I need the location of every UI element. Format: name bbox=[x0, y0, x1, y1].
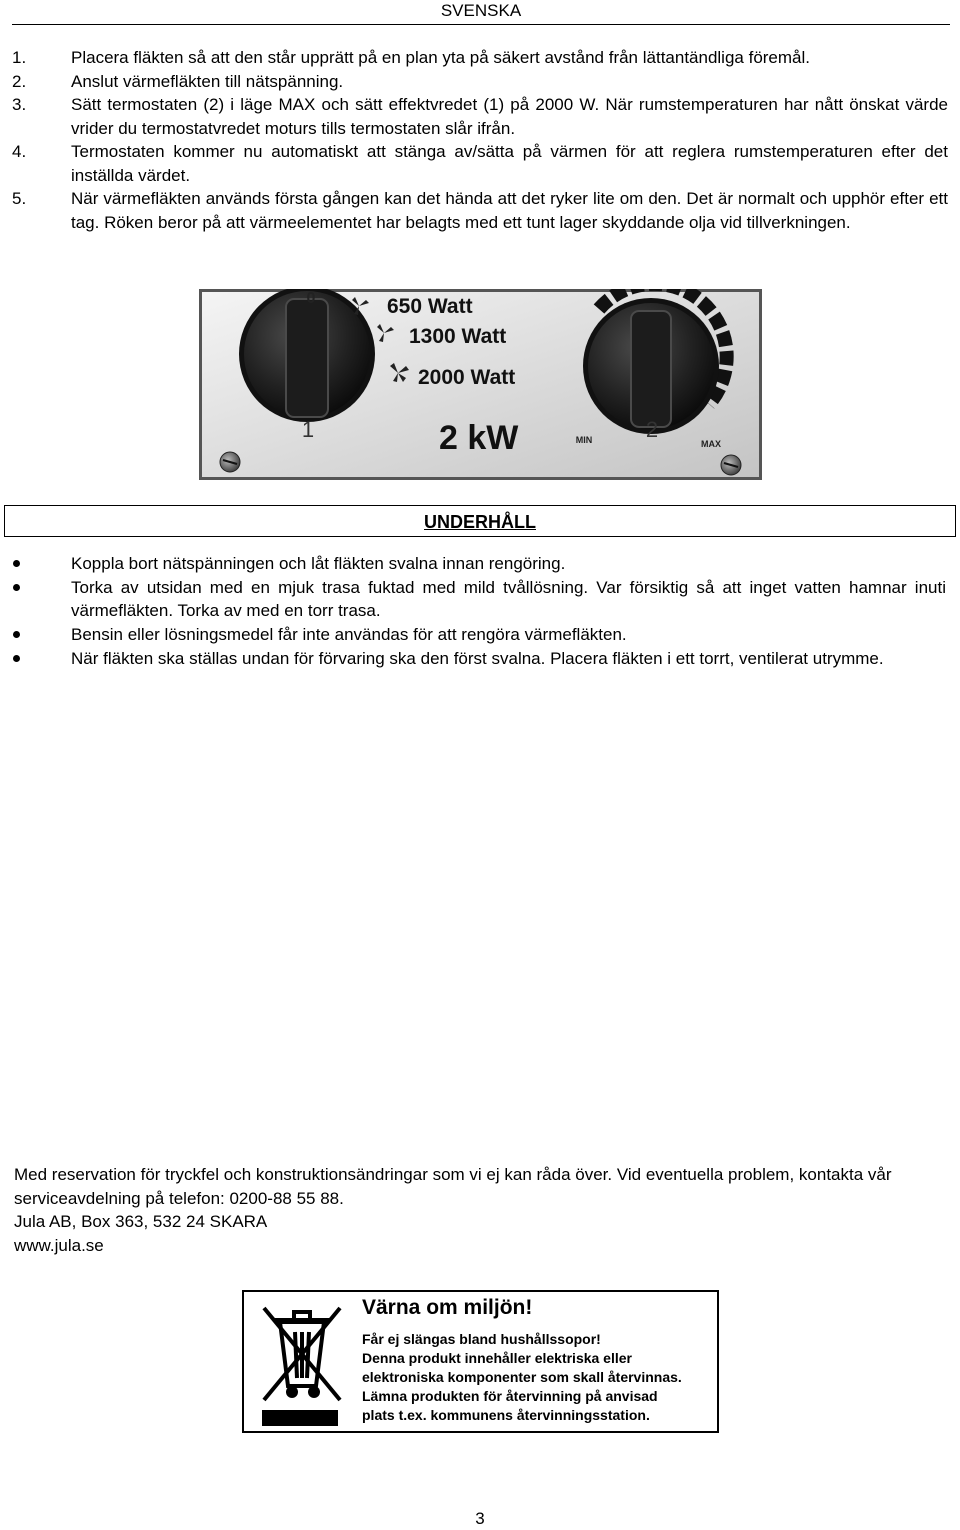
min-label: MIN bbox=[575, 435, 593, 445]
max-label: MAX bbox=[701, 439, 721, 449]
crossed-bin-icon bbox=[250, 1294, 350, 1429]
weee-title: Värna om miljön! bbox=[362, 1296, 533, 1319]
setting-650: 650 Watt bbox=[387, 295, 473, 318]
weee-line: elektroniska komponenter som skall återvinnas. bbox=[362, 1369, 682, 1385]
maintenance-item bbox=[12, 623, 946, 646]
maintenance-item bbox=[12, 552, 946, 575]
power-label: 2 kW bbox=[439, 419, 519, 457]
instruction-steps bbox=[12, 46, 948, 234]
step-number: 5. bbox=[12, 189, 27, 208]
step-item bbox=[12, 93, 948, 140]
maintenance-heading-box bbox=[4, 505, 956, 537]
company-address: Jula AB, Box 363, 532 24 SKARA bbox=[14, 1212, 268, 1231]
maintenance-text: Torka av utsidan med en mjuk trasa fuktad med mild tvållösning. Var försiktig så att inget vatten hamnar inuti värmefläkten. Torka av med en torr trasa. bbox=[71, 578, 946, 620]
weee-line: Lämna produkten för återvinning på anvisad bbox=[362, 1388, 658, 1404]
step-text: Sätt termostaten (2) i läge MAX och sätt effektvredet (1) på 2000 W. När rumstemperaturen har nått önskat värde vrider du termostatvredet moturs tills termostaten slår ifrån. bbox=[71, 95, 948, 138]
setting-1300: 1300 Watt bbox=[409, 325, 507, 348]
step-text: Termostaten kommer nu automatiskt att stänga av/sätta på värmen för att reglera rumstemperaturen efter det inställda värdet. bbox=[71, 142, 948, 185]
bullet-icon bbox=[13, 584, 20, 591]
step-number: 2. bbox=[12, 71, 27, 91]
weee-notice bbox=[242, 1290, 719, 1433]
weee-line: plats t.ex. kommunens återvinningsstation. bbox=[362, 1407, 650, 1423]
disclaimer-text: Med reservation för tryckfel och konstruktionsändringar som vi ej kan råda över. Vid eventuella problem, kontakta vår serviceavdelning på telefon: 0200-88 55 88. bbox=[14, 1165, 892, 1208]
bullet-icon bbox=[13, 631, 20, 638]
website-link[interactable]: www.jula.se bbox=[14, 1235, 104, 1255]
thermostat-knob bbox=[583, 298, 719, 434]
maintenance-text: Koppla bort nätspänningen och låt fläkten svalna innan rengöring. bbox=[71, 554, 566, 573]
bullet-icon bbox=[13, 655, 20, 662]
page-number: 3 bbox=[475, 1509, 485, 1528]
step-number: 4. bbox=[12, 142, 27, 161]
maintenance-text: Bensin eller lösningsmedel får inte användas för att rengöra värmefläkten. bbox=[71, 625, 627, 644]
footer-contact bbox=[14, 1163, 948, 1257]
knob-grip bbox=[286, 299, 328, 417]
off-label: 0 bbox=[306, 290, 316, 307]
maintenance-item bbox=[12, 576, 946, 622]
weee-text bbox=[362, 1330, 712, 1425]
step-item bbox=[12, 140, 948, 187]
maintenance-item bbox=[12, 647, 946, 670]
power-knob bbox=[239, 289, 375, 422]
step-item bbox=[12, 187, 948, 234]
step-number: 1. bbox=[12, 48, 27, 67]
step-item bbox=[12, 70, 948, 94]
language-label: SVENSKA bbox=[440, 1, 522, 20]
step-number: 3. bbox=[12, 95, 27, 114]
maintenance-text: När fläkten ska ställas undan för förvaring ska den först svalna. Placera fläkten i ett torrt, ventilerat utrymme. bbox=[71, 649, 884, 668]
bullet-icon bbox=[13, 560, 20, 567]
step-text: När värmefläkten används första gången kan det hända att det ryker lite om den. Det är normalt och upphör efter ett tag. Röken beror på att värmeelementet har belagts med ett tunt lager skyddande olja vid tillverkningen. bbox=[71, 189, 948, 232]
step-item bbox=[12, 46, 948, 70]
control-panel-photo bbox=[199, 289, 762, 480]
page-header bbox=[12, 0, 950, 25]
maintenance-title: UNDERHÅLL bbox=[424, 512, 536, 532]
knob-grip bbox=[631, 311, 671, 427]
knob1-number: 1 bbox=[301, 417, 315, 442]
weee-line: Får ej slängas bland hushållssopor! bbox=[362, 1331, 601, 1347]
screw-icon bbox=[220, 452, 240, 472]
weee-line: Denna produkt innehåller elektriska eller bbox=[362, 1350, 632, 1366]
setting-2000: 2000 Watt bbox=[418, 366, 516, 389]
step-text: Placera fläkten så att den står upprätt på en plan yta på säkert avstånd från lättantändliga föremål. bbox=[71, 48, 811, 67]
step-text: Anslut värmefläkten till nätspänning. bbox=[71, 71, 344, 91]
screw-icon bbox=[721, 455, 741, 475]
knob2-number: 2 bbox=[645, 417, 659, 442]
maintenance-list bbox=[12, 552, 946, 671]
